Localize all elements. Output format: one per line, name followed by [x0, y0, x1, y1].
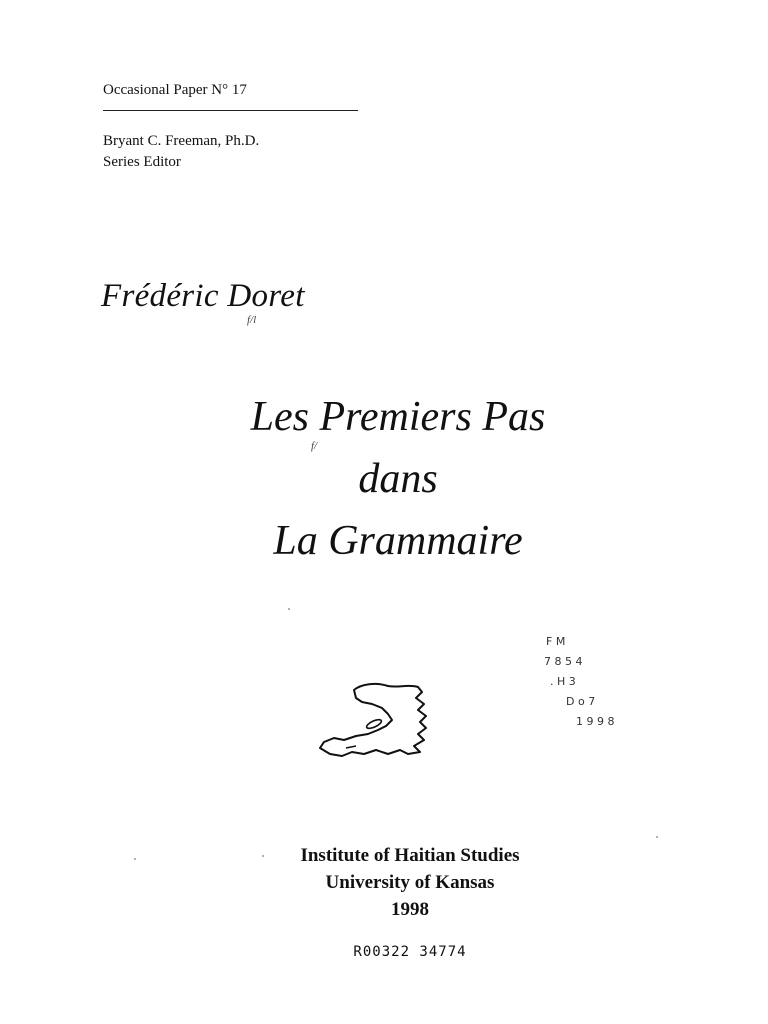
title-line-1: Les Premiers Pas: [250, 394, 546, 440]
book-title: [160, 386, 636, 572]
series-label: Occasional Paper N° 17: [103, 82, 247, 98]
university-name: University of Kansas: [325, 872, 495, 893]
title-line-3: La Grammaire: [273, 518, 523, 564]
call-number-line: 7 8 5 4: [544, 655, 583, 668]
scan-speck: [262, 855, 264, 857]
call-number-line: D o 7: [566, 695, 596, 708]
title-line-2: dans: [358, 456, 438, 502]
author-name: Frédéric Doret: [101, 278, 305, 314]
institute-name: Institute of Haitian Studies: [300, 845, 520, 866]
divider-rule: [103, 110, 358, 111]
call-number-line: 1 9 9 8: [576, 715, 615, 728]
library-barcode-number: R00322 34774: [353, 944, 467, 960]
handwritten-call-number: [540, 632, 620, 732]
editor-role: Series Editor: [103, 154, 181, 170]
scan-speck: [134, 858, 136, 860]
call-number-line: . H 3: [550, 675, 576, 688]
haiti-map-icon: [316, 678, 436, 773]
scan-speck: [288, 608, 290, 610]
scan-speck: [656, 836, 658, 838]
editor-name: Bryant C. Freeman, Ph.D.: [103, 133, 260, 149]
library-mark-author: f/l: [247, 314, 257, 326]
call-number-line: F M: [546, 635, 566, 648]
publication-year: 1998: [391, 899, 429, 920]
library-mark-title: f/: [311, 440, 318, 452]
series-editor-block: [103, 131, 259, 173]
